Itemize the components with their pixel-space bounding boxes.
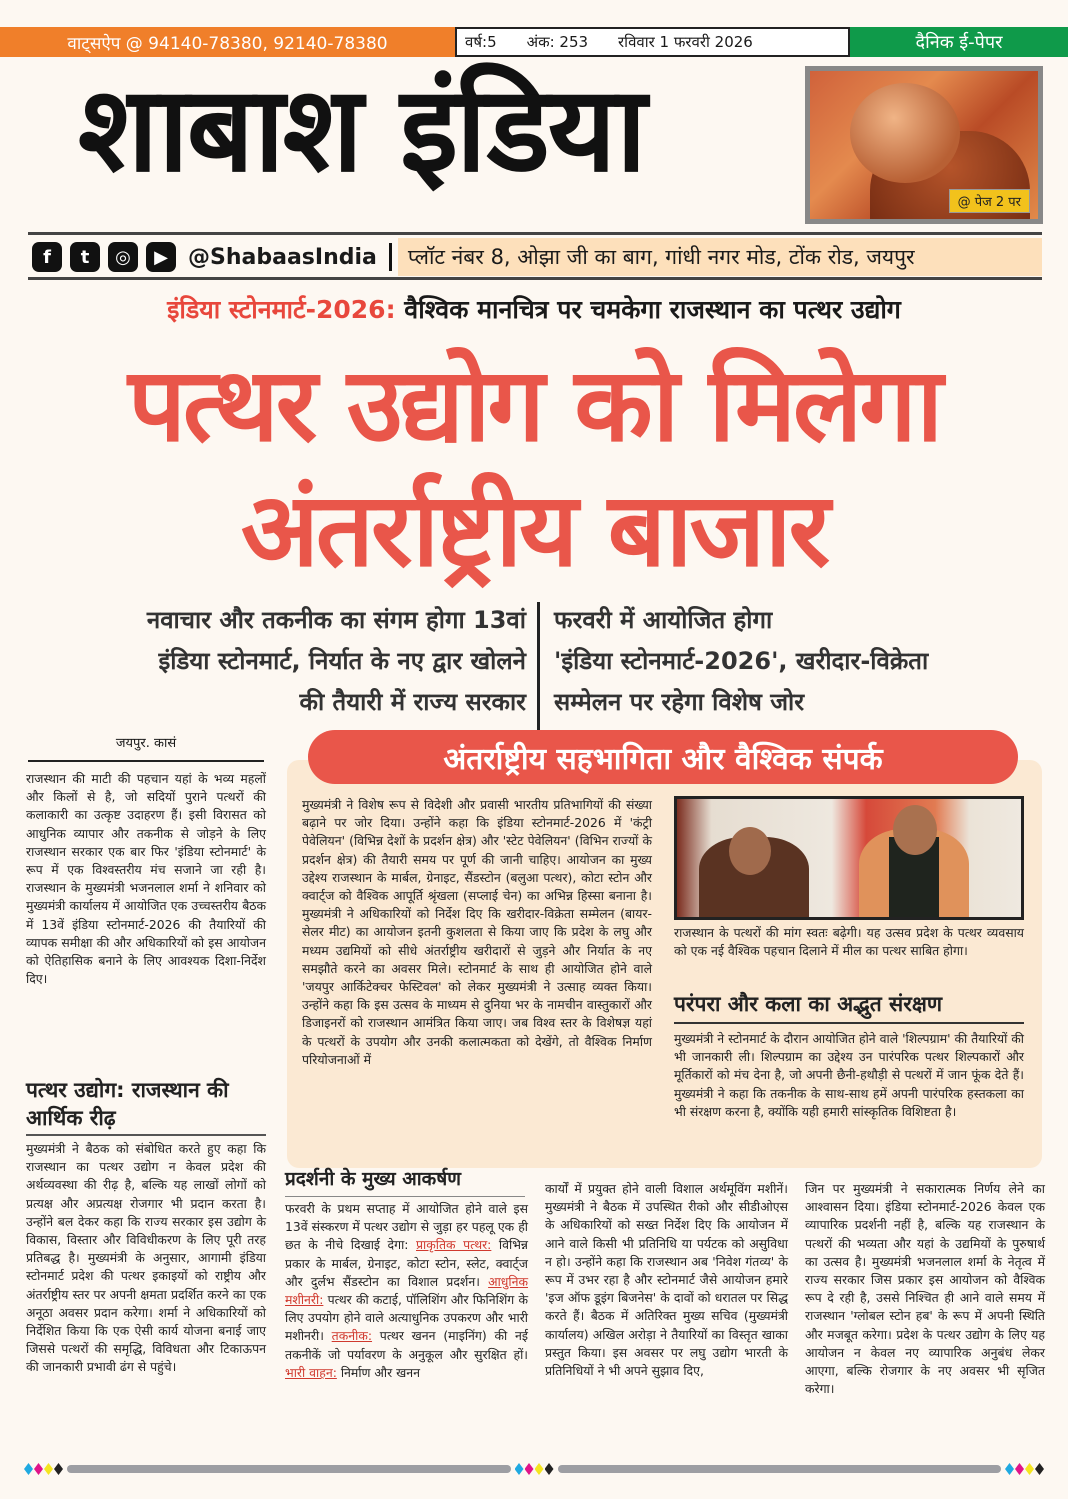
- deck-line: नवाचार और तकनीक का संगम होगा 13वां: [146, 606, 526, 634]
- deck-right: [554, 600, 1054, 723]
- registration-bar: [67, 1465, 511, 1473]
- deck-line: सम्मेलन पर रहेगा विशेष जोर: [554, 688, 805, 716]
- kicker: [0, 292, 1068, 326]
- cyan-mark: [1005, 1463, 1014, 1475]
- twitter-icon[interactable]: t: [70, 242, 100, 272]
- article-column-2: कार्यों में प्रयुक्त होने वाली विशाल अर्थमूविंग मशीनें। मुख्यमंत्री ने बैठक में उपस्थित रीको और सीडीओएस के अधिकारियों को सख्त निर्देश दिए कि आयोजन में आने वाले किसी भी प्रतिनिधि या पर्यटक को असुविधा न हो। उन्होंने कहा कि राजस्थान अब 'निवेश गंतव्य' के रूप में उभर रहा है और स्टोनमार्ट जैसे आयोजन हमारे 'इज ऑफ डूइंग बिजनेस' के दावों को धरातल पर सिद्ध करते हैं। बैठक में अतिरिक्त मुख्य सचिव (मुख्यमंत्री कार्यालय) अखिल अरोड़ा ने तैयारियों का विस्तृत खाका प्रस्तुत किया। इस अवसर पर लघु उद्योग भारती के प्रतिनिधियों ने भी अपने सुझाव दिए,: [545, 1181, 788, 1379]
- year-label: वर्ष:5: [465, 33, 497, 51]
- promo-page-link[interactable]: @ पेज 2 पर: [949, 189, 1030, 213]
- divider: [674, 1022, 1024, 1024]
- color-marks: [24, 1463, 63, 1475]
- headline-line-2: अंतर्राष्ट्रीय बाजार: [240, 471, 828, 590]
- attractions-intro: फरवरी के प्रथम सप्ताह में आयोजित होने वाले इस 13वें संस्करण में पत्थर उद्योग से जुड़ा हर पहलू एक ही छत के नीचे दिखाई देगा:: [285, 1201, 528, 1253]
- deck-line: इंडिया स्टोनमार्ट, निर्यात के नए द्वार खोलने: [158, 647, 526, 675]
- registration-marks: [24, 1462, 1044, 1476]
- black-mark: [54, 1463, 63, 1475]
- yellow-mark: [1025, 1463, 1034, 1475]
- newspaper-logo: शाबाश इंडिया: [78, 60, 645, 198]
- divider: [389, 243, 392, 271]
- magenta-mark: [1015, 1463, 1024, 1475]
- attraction-label: प्राकृतिक पत्थर:: [416, 1237, 492, 1253]
- promo-figure-head: [850, 83, 960, 183]
- box-body: मुख्यमंत्री ने विशेष रूप से विदेशी और प्रवासी भारतीय प्रतिभागियों की संख्या बढ़ाने पर जोर दिया। उन्होंने कहा कि इंडिया स्टोनमार्ट-2026 में 'कंट्री पेवेलियन' (विभिन्न देशों के प्रदर्शन क्षेत्र) और 'स्टेट पेवेलियन' (विभिन राज्यों के प्रदर्शन क्षेत्र) की तैयारी समय पर पूर्ण की जानी चाहिए। आयोजन का मुख्य उद्देश्य राजस्थान के मार्बल, ग्रेनाइट, सैंडस्टोन (बलुआ पत्थर), कोटा स्टोन और क्वार्ट्ज को वैश्विक आपूर्ति श्रृंखला (सप्लाई चेन) का अभिन्न हिस्सा बनाना है। मुख्यमंत्री ने अधिकारियों को निर्देश दिए कि खरीदार-विक्रेता सम्मेलन (बायर-सेलर मीट) का आयोजन इतनी कुशलता से किया जाए कि प्रदेश के लघु और मध्यम उद्यमियों को सीधे अंतर्राष्ट्रीय खरीदारों से जुड़ने और निर्यात के नए समझौते करने का अवसर मिले। स्टोनमार्ट के साथ ही आयोजित होने वाले 'जयपुर आर्किटेक्चर फेस्टिवल' को लेकर मुख्यमंत्री ने उत्साह व्यक्त किया। उन्होंने कहा कि इस उत्सव के माध्यम से दुनिया भर के नामचीन वास्तुकारों और डिजाइनरों को राजस्थान आमंत्रित किया जाए। जब विश्व स्तर के विशेषज्ञ यहां के पत्थरों के उपयोग और उनकी कलात्मकता को देखेंगे, तो वैश्विक निर्माण परियोजनाओं में: [302, 797, 652, 1067]
- top-strip: [0, 27, 1068, 57]
- black-mark: [545, 1463, 554, 1475]
- divider: [28, 760, 264, 762]
- deck-line: 'इंडिया स्टोनमार्ट-2026', खरीदार-विक्रेता: [554, 647, 929, 675]
- section-title-economy: पत्थर उद्योग: राजस्थान की आर्थिक रीढ़: [26, 1078, 229, 1130]
- facebook-icon[interactable]: f: [32, 242, 62, 272]
- cyan-mark: [515, 1463, 524, 1475]
- divider: [28, 277, 1042, 280]
- attraction-label: आधुनिक मशीनरी:: [285, 1273, 528, 1308]
- attraction-text: पत्थर खनन (माइनिंग) की नई तकनीकें जो पर्यावरण के अनुकूल और सुरक्षित हों।: [285, 1328, 528, 1362]
- social-bar: [28, 238, 1042, 276]
- section-title-attractions: प्रदर्शनी के मुख्य आकर्षण: [285, 1168, 461, 1190]
- cyan-mark: [24, 1463, 33, 1475]
- photo-person-right-head: [893, 805, 937, 855]
- deck-left: [30, 600, 526, 723]
- deck-divider: [537, 602, 540, 730]
- social-handle[interactable]: @ShabaasIndia: [188, 244, 377, 270]
- kicker-label: इंडिया स्टोनमार्ट-2026:: [167, 295, 396, 324]
- social-icons: [28, 242, 176, 272]
- whatsapp-contact: वाट्सऐप @ 94140-78380, 92140-78380: [0, 27, 455, 57]
- divider: [285, 1196, 525, 1197]
- issue-number: अंक: 253: [526, 33, 589, 51]
- section-body-heritage: मुख्यमंत्री ने स्टोनमार्ट के दौरान आयोजित होने वाले 'शिल्पग्राम' की तैयारियों की भी जानकारी ली। शिल्पग्राम का उद्देश्य उन पारंपरिक पत्थर शिल्पकारों और मूर्तिकारों को मंच देना है, जो अपनी छैनी-हथौड़ी से पत्थरों में जान फूंक देते हैं। मुख्यमंत्री ने कहा कि तकनीक के साथ-साथ हमें अपनी पारंपरिक हस्तकला का भी संरक्षण करना है, क्योंकि यही हमारी सांस्कृतिक विशिष्टता है।: [674, 1031, 1024, 1119]
- promo-photo[interactable]: [805, 66, 1043, 224]
- section-body-attractions: [285, 1200, 528, 1382]
- headline-line-1: पत्थर उद्योग को मिलेगा: [127, 346, 941, 465]
- attraction-label: तकनीक:: [331, 1328, 373, 1344]
- magenta-mark: [525, 1463, 534, 1475]
- article-intro: राजस्थान की माटी की पहचान यहां के भव्य महलों और किलों से है, जो सदियों पुराने पत्थरों की कलाकारी का उत्कृष्ट उदाहरण हैं। इसी विरासत को आधुनिक व्यापार और तकनीक से जोड़ने के लिए राजस्थान सरकार एक बार फिर 'इंडिया स्टोनमार्ट' के रूप में एक विश्वस्तरीय मंच सजाने जा रही है। राजस्थान के मुख्यमंत्री भजनलाल शर्मा ने शनिवार को मुख्यमंत्री कार्यालय में आयोजित एक उच्चस्तरीय बैठक में 13वें इंडिया स्टोनमार्ट-2026 की तैयारियों की व्यापक समीक्षा की और अधिकारियों को इस आयोजन को ऐतिहासिक बनाने के लिए आवश्यक दिशा-निर्देश दिए।: [26, 771, 266, 987]
- color-marks: [1005, 1463, 1044, 1475]
- black-mark: [1035, 1463, 1044, 1475]
- magenta-mark: [34, 1463, 43, 1475]
- photo-person-left-head: [729, 827, 771, 875]
- section-body-economy: मुख्यमंत्री ने बैठक को संबोधित करते हुए कहा कि राजस्थान का पत्थर उद्योग न केवल प्रदेश की अर्थव्यवस्था की रीढ़ है, बल्कि यह लाखों लोगों को प्रत्यक्ष और अप्रत्यक्ष रोजगार भी प्रदान करता है। उन्होंने बल देकर कहा कि राज्य सरकार इस उद्योग के विकास, विस्तार और विविधीकरण के लिए पूरी तरह प्रतिबद्ध है। मुख्यमंत्री के अनुसार, आगामी इंडिया स्टोनमार्ट प्रदेश की पत्थर इकाइयों को राष्ट्रीय और अंतर्राष्ट्रीय स्तर पर अपनी क्षमता प्रदर्शित करने का एक अनूठा अवसर प्रदान करेगा। शर्मा ने अधिकारियों को निर्देशित किया कि एक ऐसी कार्य योजना बनाई जाए जिससे पत्थरों की समृद्धि, विविधता और टिकाऊपन की जानकारी प्रभावी ढंग से पहुंचे।: [26, 1141, 266, 1375]
- deck-line: की तैयारी में राज्य सरकार: [299, 688, 526, 716]
- color-marks: [515, 1463, 554, 1475]
- edition-label: दैनिक ई-पेपर: [850, 27, 1068, 57]
- issue-date: रविवार 1 फरवरी 2026: [618, 33, 753, 51]
- issue-meta: [455, 27, 850, 57]
- kicker-text: वैश्विक मानचित्र पर चमकेगा राजस्थान का पत्थर उद्योग: [404, 295, 901, 324]
- attraction-label: भारी वाहन:: [285, 1364, 337, 1380]
- divider: [26, 1134, 266, 1136]
- attraction-text: विभिन्न प्रकार के मार्बल, ग्रेनाइट, कोटा स्टोन, स्लेट, क्वार्ट्ज और दुर्लभ सैंडस्टोन का विशाल प्रदर्शन।: [285, 1237, 528, 1289]
- meeting-photo: [674, 796, 1024, 920]
- deck-line: फरवरी में आयोजित होगा: [554, 606, 773, 634]
- dateline: जयपुर. कासं: [115, 736, 177, 751]
- instagram-icon[interactable]: ◎: [108, 242, 138, 272]
- box-body-continued: राजस्थान के पत्थरों की मांग स्वतः बढ़ेगी। यह उत्सव प्रदेश के पत्थर व्यवसाय को एक नई वैश्विक पहचान दिलाने में मील का पत्थर साबित होगा।: [674, 925, 1024, 959]
- divider: [28, 232, 1042, 235]
- yellow-mark: [535, 1463, 544, 1475]
- office-address: प्लॉट नंबर 8, ओझा जी का बाग, गांधी नगर मोड, टोंक रोड, जयपुर: [398, 238, 1042, 276]
- youtube-icon[interactable]: ▶: [146, 242, 176, 272]
- article-column-3: जिन पर मुख्यमंत्री ने सकारात्मक निर्णय लेने का आश्वासन दिया। इंडिया स्टोनमार्ट-2026 केवल एक व्यापारिक प्रदर्शनी नहीं है, बल्कि यह राजस्थान के पत्थरों की भव्यता और यहां के उद्यमियों के पुरुषार्थ का उत्सव है। मुख्यमंत्री भजनलाल शर्मा के नेतृत्व में राज्य सरकार जिस प्रकार इस आयोजन को वैश्विक रूप दे रही है, उससे निश्चित ही आने वाले समय में राजस्थान 'ग्लोबल स्टोन हब' के रूप में अपनी स्थिति और मजबूत करेगा। प्रदेश के पत्थर उद्योग के लिए यह आयोजन न केवल नए व्यापारिक अनुबंध लेकर आएगा, बल्कि रोजगार के नए अवसर भी सृजित करेगा।: [805, 1181, 1045, 1397]
- box-title: अंतर्राष्ट्रीय सहभागिता और वैश्विक संपर्क: [308, 730, 1018, 784]
- attraction-text: पत्थर की कटाई, पॉलिशिंग और फिनिशिंग के लिए उपयोग होने वाले अत्याधुनिक उपकरण और भारी मशीनरी।: [285, 1292, 528, 1344]
- section-title-heritage: परंपरा और कला का अद्भुत संरक्षण: [674, 992, 943, 1016]
- registration-bar: [558, 1465, 1002, 1473]
- yellow-mark: [44, 1463, 53, 1475]
- attraction-text: निर्माण और खनन: [340, 1364, 421, 1380]
